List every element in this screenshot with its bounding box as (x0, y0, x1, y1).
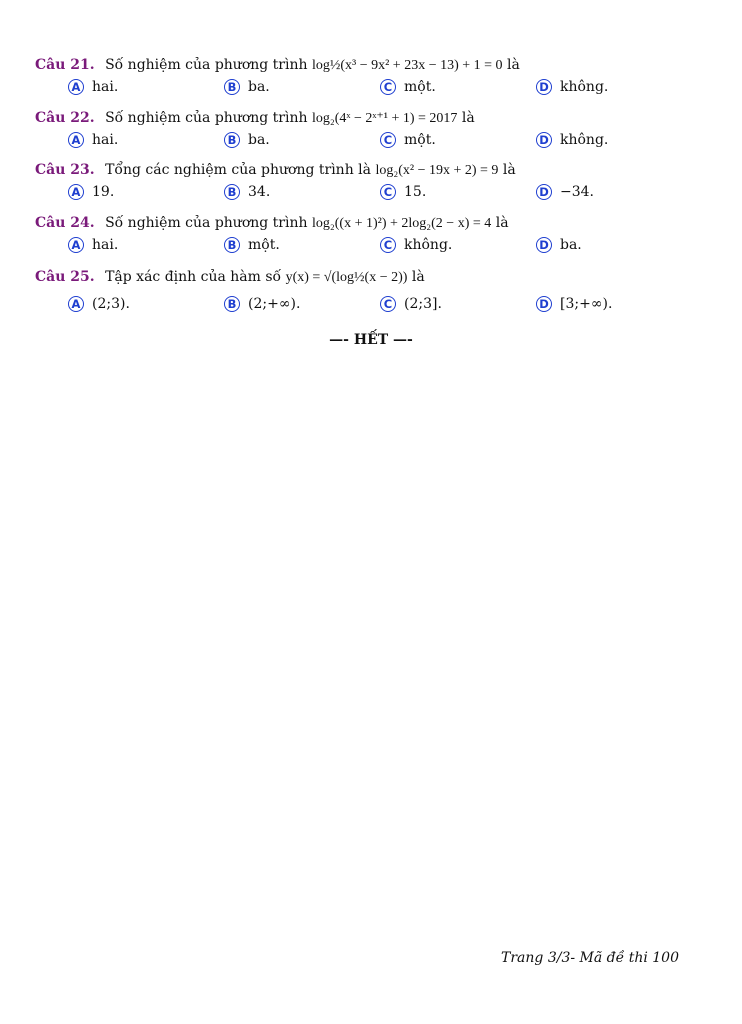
option-letter-a: A (68, 237, 84, 253)
equation: log₂(4ˣ − 2ˣ⁺¹ + 1) = 2017 (311, 111, 458, 126)
option-text: (2;3). (92, 296, 130, 312)
question-suffix: là (507, 57, 520, 73)
option-text: một. (404, 132, 436, 148)
question-number: Câu 22. (35, 110, 95, 126)
option-a[interactable] (68, 76, 118, 98)
option-b[interactable] (224, 181, 270, 203)
option-text: 15. (404, 184, 427, 200)
option-b[interactable] (224, 76, 270, 98)
option-letter-c: C (380, 296, 396, 312)
option-letter-b: B (224, 237, 240, 253)
option-text: hai. (92, 237, 119, 253)
option-text: −34. (560, 184, 594, 200)
option-letter-b: B (224, 296, 240, 312)
option-letter-d: D (536, 237, 552, 253)
option-a[interactable] (68, 129, 118, 151)
end-marker: —- HẾT —- (329, 332, 413, 348)
question-text: Số nghiệm của phương trình (105, 110, 308, 126)
question-stem (35, 212, 715, 234)
option-c[interactable] (380, 129, 436, 151)
option-text: không. (560, 132, 609, 148)
question-23 (35, 159, 715, 203)
option-letter-d: D (536, 296, 552, 312)
option-d[interactable] (536, 293, 612, 315)
option-b[interactable] (224, 293, 300, 315)
question-25 (35, 266, 715, 315)
option-c[interactable] (380, 293, 442, 315)
option-c[interactable] (380, 234, 452, 256)
question-text: Số nghiệm của phương trình (105, 215, 308, 231)
option-d[interactable] (536, 234, 582, 256)
question-stem (35, 159, 715, 181)
option-text: hai. (92, 79, 119, 95)
option-c[interactable] (380, 76, 436, 98)
option-text: không. (560, 79, 609, 95)
equation: log₂(x² − 19x + 2) = 9 (375, 163, 499, 178)
option-letter-a: A (68, 132, 84, 148)
option-a[interactable] (68, 293, 130, 315)
option-letter-a: A (68, 79, 84, 95)
option-a[interactable] (68, 181, 114, 203)
option-letter-c: C (380, 79, 396, 95)
option-text: ba. (248, 79, 270, 95)
option-b[interactable] (224, 129, 270, 151)
question-number: Câu 21. (35, 57, 95, 73)
option-text: ba. (560, 237, 582, 253)
option-d[interactable] (536, 76, 608, 98)
question-24 (35, 212, 715, 256)
option-text: hai. (92, 132, 119, 148)
option-letter-a: A (68, 184, 84, 200)
question-number: Câu 24. (35, 215, 95, 231)
option-letter-b: B (224, 79, 240, 95)
question-stem (35, 266, 715, 288)
option-letter-b: B (224, 184, 240, 200)
option-letter-d: D (536, 132, 552, 148)
option-letter-b: B (224, 132, 240, 148)
options (35, 293, 715, 315)
question-text: Tổng các nghiệm của phương trình là (105, 162, 371, 178)
option-a[interactable] (68, 234, 118, 256)
question-number: Câu 25. (35, 269, 95, 285)
options (35, 76, 715, 98)
options (35, 129, 715, 151)
option-text: không. (404, 237, 453, 253)
option-letter-d: D (536, 79, 552, 95)
option-letter-c: C (380, 237, 396, 253)
question-suffix: là (411, 269, 425, 285)
question-stem (35, 107, 715, 129)
option-d[interactable] (536, 129, 608, 151)
option-text: 34. (248, 184, 271, 200)
option-c[interactable] (380, 181, 426, 203)
equation: log½(x³ − 9x² + 23x − 13) + 1 = 0 (311, 58, 503, 73)
options (35, 234, 715, 256)
option-text: [3;+∞). (560, 296, 613, 312)
option-text: (2;+∞). (248, 296, 301, 312)
option-text: một. (404, 79, 436, 95)
question-suffix: là (495, 215, 509, 231)
option-d[interactable] (536, 181, 594, 203)
option-letter-a: A (68, 296, 84, 312)
question-suffix: là (502, 162, 516, 178)
option-text: 19. (92, 184, 115, 200)
question-21 (35, 54, 715, 98)
equation: y(x) = √(log½(x − 2)) (285, 270, 408, 285)
question-text: Số nghiệm của phương trình (105, 57, 308, 73)
options (35, 181, 715, 203)
option-text: ba. (248, 132, 270, 148)
option-text: một. (248, 237, 280, 253)
question-suffix: là (461, 110, 475, 126)
question-stem (35, 54, 715, 76)
option-letter-c: C (380, 132, 396, 148)
option-letter-d: D (536, 184, 552, 200)
question-22 (35, 107, 715, 151)
equation: log₂((x + 1)²) + 2log₂(2 − x) = 4 (311, 216, 492, 231)
question-number: Câu 23. (35, 162, 95, 178)
question-text: Tập xác định của hàm số (105, 269, 282, 285)
page-footer: Trang 3/3- Mã đề thi 100 (501, 950, 679, 966)
option-letter-c: C (380, 184, 396, 200)
option-b[interactable] (224, 234, 280, 256)
option-text: (2;3]. (404, 296, 442, 312)
